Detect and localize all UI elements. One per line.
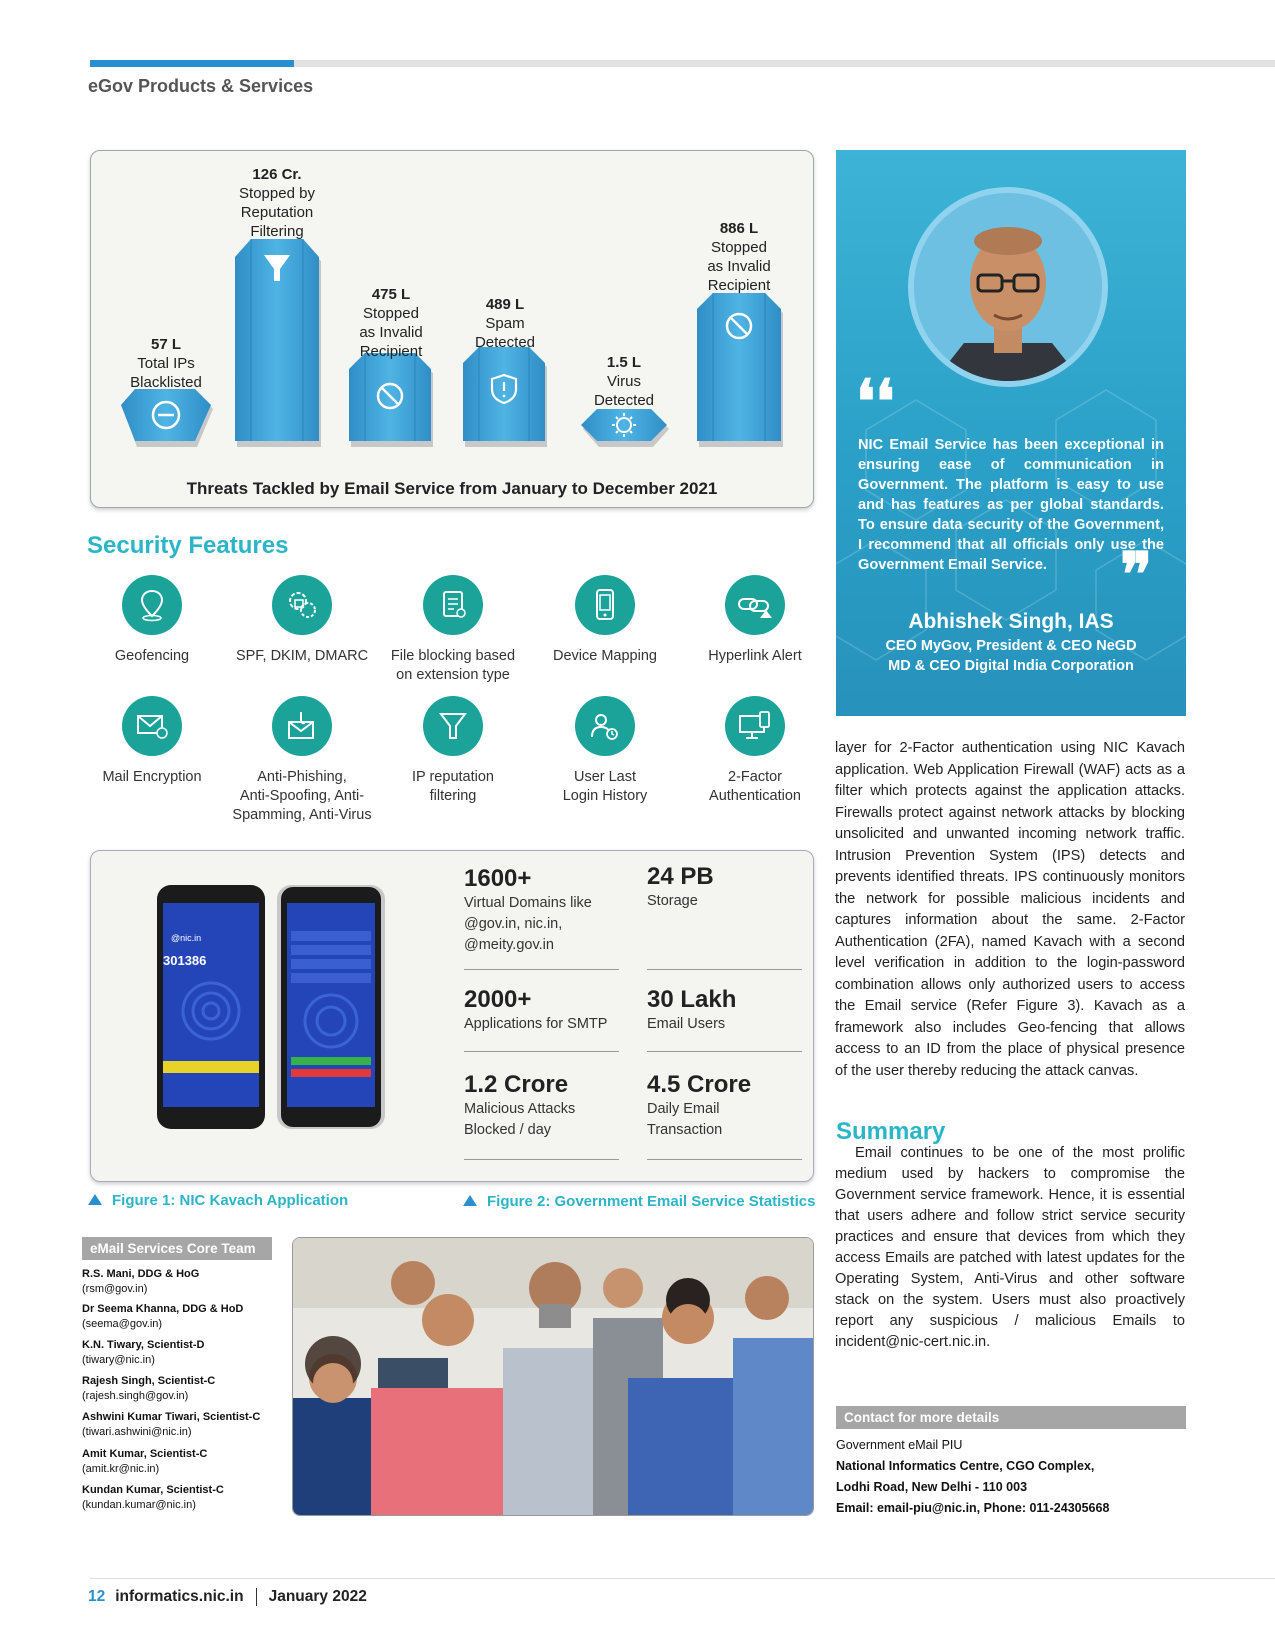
speaker-role-2: MD & CEO Digital India Corporation <box>888 658 1134 674</box>
team-member: Ashwini Kumar Tiwari, Scientist-C (tiwari.ashwini@nic.in) <box>82 1411 261 1438</box>
feature-geofencing: Geofencing <box>72 575 232 666</box>
feature-ip-reputation: IP reputation filtering <box>373 696 533 806</box>
team-member: Amit Kumar, Scientist-C (amit.kr@nic.in) <box>82 1448 208 1475</box>
threat-bar-2 <box>235 239 321 447</box>
gear-lock-icon <box>272 575 332 635</box>
speaker-name: Abhishek Singh, IAS <box>908 610 1114 633</box>
threat-label-6: 886 L Stopped as Invalid Recipient <box>707 220 771 294</box>
threats-infographic <box>90 150 814 508</box>
security-features-title: Security Features <box>87 532 289 559</box>
section-label: eGov Products & Services <box>88 76 314 96</box>
feature-user-last-login: User Last Login History <box>525 696 685 806</box>
footer-date: January 2022 <box>268 1588 367 1606</box>
feature-mail-encryption: Mail Encryption <box>72 696 232 787</box>
team-member: Dr Seema Khanna, DDG & HoD (seema@gov.in) <box>82 1303 244 1330</box>
feature-file-blocking: File blocking based on extension type <box>373 575 533 685</box>
stat-divider <box>647 1159 802 1160</box>
summary-paragraph: Email continues to be one of the most prolific medium used by hackers to compromise the Government service framework. Hence, it is essential that users adhere and follow strict service security practices and ensure that devices from which they access Emails are patched with latest updates for the Operating System, Anti-Virus and other software stack on the system. Users must also proactively report any suspicious / malicious Emails to incident@nic-cert.nic.in. <box>835 1145 1185 1350</box>
threat-label-1: 57 L Total IPs Blacklisted <box>130 336 202 391</box>
triangle-icon <box>463 1195 477 1206</box>
contact-line-4: Email: email-piu@nic.in, Phone: 011-24305668 <box>836 1501 1110 1515</box>
page-number: 12 <box>88 1588 106 1606</box>
link-alert-icon <box>725 575 785 635</box>
stat-email-users: 30 Lakh Email Users <box>647 986 737 1032</box>
computer-phone-icon <box>725 696 785 756</box>
stat-storage: 24 PB Storage <box>647 863 714 909</box>
figure-2-caption: Figure 2: Government Email Service Statistics <box>463 1193 815 1210</box>
figure-1-caption: Figure 1: NIC Kavach Application <box>88 1192 348 1209</box>
phone-otp-number: 301386 <box>163 953 207 968</box>
footer-rule <box>90 1578 1275 1579</box>
speaker-role-1: CEO MyGov, President & CEO NeGD <box>885 638 1137 654</box>
threat-bar-1 <box>121 389 213 447</box>
document-icon <box>423 575 483 635</box>
feature-spf-dkim-dmarc: SPF, DKIM, DMARC <box>222 575 382 666</box>
user-clock-icon <box>575 696 635 756</box>
team-photo <box>292 1237 814 1516</box>
testimonial-text: NIC Email Service has been exceptional in ensuring ease of communication in Government. The platform is easy to use and has features as per global standards. To ensure data security of the Government, I recommend that all officials only use the Government Email Service. <box>858 437 1164 573</box>
kavach-stats-box <box>90 850 814 1182</box>
stat-malicious-attacks: 1.2 Crore Malicious Attacks Blocked / day <box>464 1071 576 1138</box>
threat-bar-5 <box>581 409 669 447</box>
team-member: K.N. Tiwary, Scientist-D (tiwary@nic.in) <box>82 1339 205 1366</box>
threat-bar-3 <box>349 353 433 447</box>
triangle-icon <box>88 1194 102 1205</box>
feature-device-mapping: Device Mapping <box>525 575 685 666</box>
contact-line-1: Government eMail PIU <box>836 1438 963 1452</box>
stat-divider <box>464 969 619 970</box>
feature-hyperlink-alert: Hyperlink Alert <box>675 575 835 666</box>
stat-smtp-apps: 2000+ Applications for SMTP <box>464 986 608 1032</box>
contact-line-2: National Informatics Centre, CGO Complex, <box>836 1459 1095 1473</box>
speaker-portrait <box>908 187 1108 387</box>
stat-daily-email: 4.5 Crore Daily Email Transaction <box>647 1071 752 1138</box>
feature-2fa: 2-Factor Authentication <box>675 696 835 806</box>
stat-virtual-domains: 1600+ Virtual Domains like @gov.in, nic.in, @meity.gov.in <box>464 865 592 953</box>
team-member: Rajesh Singh, Scientist-C (rajesh.singh@gov.in) <box>82 1375 216 1402</box>
threat-label-3: 475 L Stopped as Invalid Recipient <box>359 286 423 360</box>
team-member: R.S. Mani, DDG & HoG (rsm@gov.in) <box>82 1268 200 1295</box>
open-quote-icon: ❛❛ <box>856 367 895 437</box>
threat-bar-6 <box>697 293 783 447</box>
stat-divider <box>647 1051 802 1052</box>
mail-hook-icon <box>272 696 332 756</box>
testimonial-card <box>836 150 1186 716</box>
header-rule-accent <box>90 60 294 67</box>
threat-label-2: 126 Cr. Stopped by Reputation Filtering <box>239 166 315 240</box>
stat-divider <box>464 1159 619 1160</box>
summary-heading: Summary <box>836 1118 946 1145</box>
kavach-phones-image <box>151 881 401 1141</box>
body-paragraph: layer for 2-Factor authentication using NIC Kavach application. Web Application Firewall (WAF) acts as a filter which protects against the application attacks. Firewalls protect against network attacks by blocking unsolicited and unwanted incoming network traffic. Intrusion Prevention System (IPS) detects and prevents identified threats. IPS continuously monitors the network for possible malicious incidents and captures information about the same. 2-Factor Authentication (2FA), named Kavach with a second level verification in addition to the login-password combination allows only authorized users to access the Email service (Refer Figure 3). Kavach as a framework also includes Geo-fencing that allows access to an ID from the place of physical presence of the user thereby reducing the attack canvas. <box>835 740 1185 1079</box>
feature-anti-phishing: Anti-Phishing, Anti-Spoofing, Anti- Spamming, Anti-Virus <box>222 696 382 825</box>
threats-caption: Threats Tackled by Email Service from January to December 2021 <box>186 479 718 498</box>
phone-app-title: @nic.in <box>171 933 202 943</box>
stat-divider <box>464 1051 619 1052</box>
mobile-device-icon <box>575 575 635 635</box>
threat-bar-4 <box>463 347 547 447</box>
location-pin-icon <box>122 575 182 635</box>
threat-label-5: 1.5 L Virus Detected <box>593 354 655 409</box>
footer-site: informatics.nic.in <box>115 1588 244 1606</box>
funnel-icon <box>423 696 483 756</box>
threat-label-4: 489 L Spam Detected <box>474 296 536 351</box>
mail-encrypted-icon <box>122 696 182 756</box>
page-footer <box>88 1588 367 1606</box>
contact-line-3: Lodhi Road, New Delhi - 110 003 <box>836 1480 1028 1494</box>
contact-heading: Contact for more details <box>836 1406 1186 1429</box>
team-heading: eMail Services Core Team <box>82 1237 272 1260</box>
stat-divider <box>647 969 802 970</box>
close-quote-icon: ❞ <box>1120 540 1153 610</box>
team-member: Kundan Kumar, Scientist-C (kundan.kumar@nic.in) <box>82 1484 224 1511</box>
